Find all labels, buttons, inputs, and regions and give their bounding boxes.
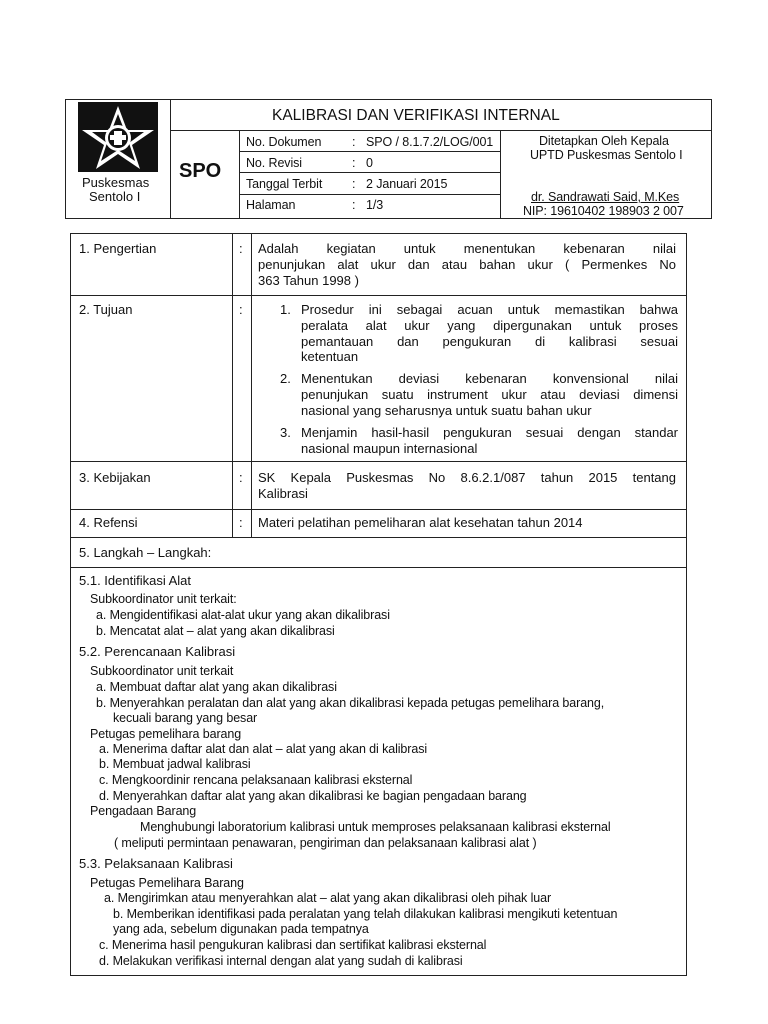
tujuan-item-line: Prosedur ini sebagai acuan untuk memastikan bahwa — [301, 302, 678, 317]
section-label-tujuan: 2. Tujuan — [79, 302, 133, 317]
refensi-text: Materi pelatihan pemeliharan alat kesehatan tahun 2014 — [258, 515, 583, 530]
tujuan-item-line: Menentukan deviasi kebenaran konvensional nilai — [301, 371, 678, 386]
pengertian-line: penunjukan alat ukur dan atau bahan ukur ( Permenkes No — [258, 257, 676, 272]
meta-sep: : — [352, 198, 356, 212]
tujuan-item-number: 2. — [280, 371, 291, 386]
kebijakan-line: SK Kepala Puskesmas No 8.6.2.1/087 tahun 2015 tentang — [258, 470, 676, 485]
colon: : — [239, 470, 243, 485]
tujuan-item-number: 3. — [280, 425, 291, 440]
tujuan-item-line: Menjamin hasil-hasil pengukuran sesuai dengan standar — [301, 425, 678, 440]
step-heading: 5.2. Perencanaan Kalibrasi — [79, 644, 236, 659]
approval-line2: UPTD Puskesmas Sentolo I — [530, 148, 683, 162]
step-line: a. Mengirimkan atau menyerahkan alat – alat yang akan dikalibrasi oleh pihak luar — [104, 891, 552, 905]
meta-label-dokumen: No. Dokumen — [246, 135, 322, 149]
meta-value-dokumen: SPO / 8.1.7.2/LOG/001 — [366, 135, 494, 149]
step-line: yang ada, sebelum digunakan pada tempatnya — [113, 922, 369, 936]
step-line: Petugas Pemelihara Barang — [90, 876, 244, 890]
section-label-refensi: 4. Refensi — [79, 515, 138, 530]
section-label-langkah: 5. Langkah – Langkah: — [79, 545, 212, 560]
meta-label-tanggal: Tanggal Terbit — [246, 177, 323, 191]
meta-sep: : — [352, 177, 356, 191]
step-line: d. Melakukan verifikasi internal dengan alat yang sudah di kalibrasi — [99, 954, 463, 968]
puskesmas-logo — [78, 102, 158, 172]
step-line: Subkoordinator unit terkait — [90, 664, 234, 678]
org-name-line2: Sentolo I — [89, 189, 141, 204]
tujuan-item-line: penunjukan suatu instrument ukur atau deviasi dimensi — [301, 387, 678, 402]
step-line: c. Mengkoordinir rencana pelaksanaan kalibrasi eksternal — [99, 773, 413, 787]
step-line: ( meliputi permintaan penawaran, pengiriman dan pelaksanaan kalibrasi alat ) — [114, 836, 537, 850]
tujuan-item-line: peralata alat ukur yang dipergunakan untuk proses — [301, 318, 678, 333]
step-line: b. Memberikan identifikasi pada peralatan yang telah dilakukan kalibrasi mengikuti ketentuan — [113, 907, 618, 921]
step-line: Pengadaan Barang — [90, 804, 197, 818]
step-heading: 5.1. Identifikasi Alat — [79, 573, 192, 588]
meta-sep: : — [352, 156, 356, 170]
meta-label-halaman: Halaman — [246, 198, 296, 212]
tujuan-item-number: 1. — [280, 302, 291, 317]
colon: : — [239, 515, 243, 530]
tujuan-item-line: ketentuan — [301, 349, 359, 364]
kebijakan-line: Kalibrasi — [258, 486, 308, 501]
step-line: Menghubungi laboratorium kalibrasi untuk memproses pelaksanaan kalibrasi eksternal — [140, 820, 611, 834]
meta-label-revisi: No. Revisi — [246, 156, 302, 170]
tujuan-item-line: nasional yang seharusnya untuk suatu bahan ukur — [301, 403, 592, 418]
meta-value-halaman: 1/3 — [366, 198, 384, 212]
step-line: b. Membuat jadwal kalibrasi — [99, 757, 251, 771]
step-line: b. Mencatat alat – alat yang akan dikalibrasi — [96, 624, 335, 638]
step-line: d. Menyerahkan daftar alat yang akan dikalibrasi ke bagian pengadaan barang — [99, 789, 527, 803]
section-label-kebijakan: 3. Kebijakan — [79, 470, 151, 485]
meta-value-tanggal: 2 Januari 2015 — [366, 177, 448, 191]
step-line: Subkoordinator unit terkait: — [90, 592, 237, 606]
section-label-pengertian: 1. Pengertian — [79, 241, 157, 256]
tujuan-item-line: nasional maupun internasional — [301, 441, 478, 456]
step-line: c. Menerima hasil pengukuran kalibrasi dan sertifikat kalibrasi eksternal — [99, 938, 487, 952]
colon: : — [239, 302, 243, 317]
step-line: b. Menyerahkan peralatan dan alat yang akan dikalibrasi kepada petugas pemelihara barang, — [96, 696, 605, 710]
step-line: Petugas pemelihara barang — [90, 727, 242, 741]
approval-line1: Ditetapkan Oleh Kepala — [539, 134, 669, 148]
signer-nip: NIP: 19610402 198903 2 007 — [523, 204, 684, 218]
pengertian-line: Adalah kegiatan untuk menentukan kebenaran nilai — [258, 241, 676, 256]
step-line: a. Menerima daftar alat dan alat – alat yang akan di kalibrasi — [99, 742, 428, 756]
org-name-line1: Puskesmas — [82, 175, 150, 190]
spo-label: SPO — [179, 160, 222, 182]
step-heading: 5.3. Pelaksanaan Kalibrasi — [79, 856, 233, 871]
tujuan-item-line: pemantauan dan pengukuran di kalibrasi sesuai — [301, 334, 678, 349]
step-line: a. Membuat daftar alat yang akan dikalibrasi — [96, 680, 337, 694]
colon: : — [239, 241, 243, 256]
pengertian-line: 363 Tahun 1998 ) — [258, 273, 359, 288]
signer-name: dr. Sandrawati Said, M.Kes — [531, 190, 680, 204]
document-title: KALIBRASI DAN VERIFIKASI INTERNAL — [272, 107, 560, 124]
step-line: a. Mengidentifikasi alat-alat ukur yang akan dikalibrasi — [96, 608, 390, 622]
meta-value-revisi: 0 — [366, 156, 373, 170]
step-line: kecuali barang yang besar — [113, 711, 258, 725]
meta-sep: : — [352, 135, 356, 149]
